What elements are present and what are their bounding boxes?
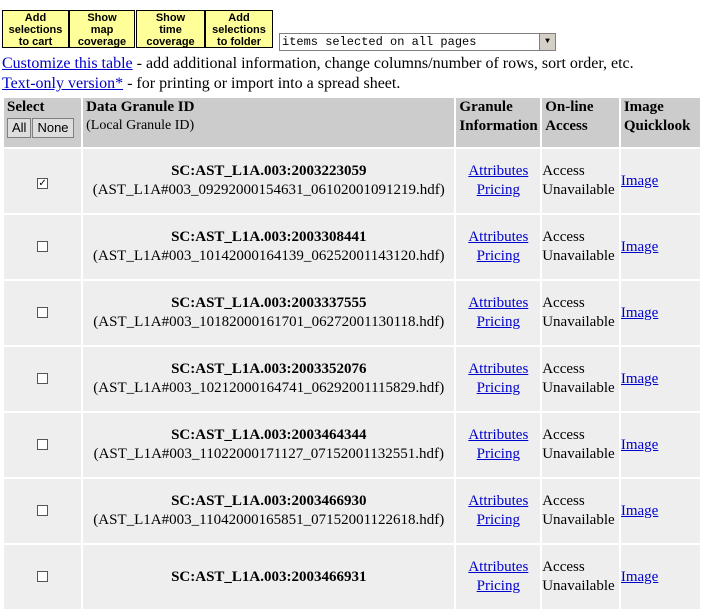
table-row bbox=[4, 347, 700, 411]
image-quicklook-link[interactable]: Image bbox=[620, 436, 659, 453]
online-access-cell bbox=[542, 347, 619, 411]
attributes-link[interactable]: Attributes bbox=[468, 559, 529, 575]
customize-table-link[interactable]: Customize this table bbox=[2, 55, 133, 72]
show-time-coverage-button[interactable] bbox=[136, 10, 205, 48]
online-access-header-label-1: On-line bbox=[545, 99, 594, 115]
attributes-link[interactable]: Attributes bbox=[468, 493, 529, 509]
pricing-link[interactable]: Pricing bbox=[476, 446, 520, 462]
attributes-link[interactable]: Attributes bbox=[468, 229, 529, 245]
pricing-link[interactable]: Pricing bbox=[476, 248, 520, 264]
granule-id-cell bbox=[83, 215, 454, 279]
quicklook-cell bbox=[621, 149, 700, 213]
online-access-cell bbox=[542, 413, 619, 477]
local-granule-id: (AST_L1A#003_11042000165851_07152001122618.hdf) bbox=[93, 512, 445, 528]
customize-line bbox=[2, 55, 634, 73]
selection-scope-select[interactable] bbox=[279, 33, 556, 51]
image-quicklook-link[interactable]: Image bbox=[620, 304, 659, 321]
granule-id: SC:AST_L1A.003:2003308441 bbox=[171, 229, 367, 245]
select-header-label: Select bbox=[7, 99, 45, 115]
granule-info-header-label-1: Granule bbox=[459, 99, 513, 115]
quicklook-cell bbox=[621, 347, 700, 411]
access-status-line-2: Unavailable bbox=[542, 578, 615, 594]
select-cell bbox=[4, 347, 81, 411]
select-cell bbox=[4, 281, 81, 345]
attributes-link[interactable]: Attributes bbox=[468, 361, 529, 377]
pricing-link[interactable]: Pricing bbox=[476, 314, 520, 330]
table-row bbox=[4, 215, 700, 279]
pricing-link[interactable]: Pricing bbox=[476, 512, 520, 528]
granule-info-cell bbox=[456, 347, 540, 411]
image-quicklook-link[interactable]: Image bbox=[620, 370, 659, 387]
access-status-line-2: Unavailable bbox=[542, 314, 615, 330]
local-granule-id: (AST_L1A#003_09292000154631_06102001091219.hdf) bbox=[92, 182, 445, 198]
add-to-cart-button[interactable] bbox=[2, 10, 69, 48]
add-to-folder-label-1: Add bbox=[228, 12, 250, 24]
granule-id-cell bbox=[83, 479, 454, 543]
online-access-cell bbox=[542, 281, 619, 345]
granule-info-header bbox=[456, 98, 540, 147]
granule-table bbox=[2, 96, 702, 611]
pricing-link[interactable]: Pricing bbox=[476, 182, 520, 198]
attributes-link[interactable]: Attributes bbox=[468, 295, 529, 311]
row-select-checkbox[interactable] bbox=[37, 571, 48, 582]
granule-id-header-label: Data Granule ID bbox=[86, 99, 195, 115]
granule-info-cell bbox=[456, 413, 540, 477]
image-quicklook-header bbox=[621, 98, 700, 147]
online-access-cell bbox=[542, 149, 619, 213]
quicklook-cell bbox=[621, 413, 700, 477]
online-access-cell bbox=[542, 215, 619, 279]
add-to-cart-label-3: to cart bbox=[18, 36, 53, 48]
add-to-cart-label-1: Add bbox=[24, 12, 47, 24]
add-to-cart-label-2: selections bbox=[8, 24, 63, 36]
granule-id-cell bbox=[83, 149, 454, 213]
online-access-cell bbox=[542, 545, 619, 609]
row-select-checkbox[interactable] bbox=[37, 241, 48, 252]
add-to-folder-label-2: selections bbox=[212, 24, 266, 36]
granule-id: SC:AST_L1A.003:2003352076 bbox=[171, 361, 367, 377]
attributes-link[interactable]: Attributes bbox=[468, 163, 529, 179]
row-select-checkbox[interactable] bbox=[37, 373, 48, 384]
customize-description: - add additional information, change columns/number of rows, sort order, etc. bbox=[132, 55, 634, 72]
add-to-folder-label-3: to folder bbox=[217, 36, 261, 48]
granule-id-header bbox=[83, 98, 454, 147]
image-quicklook-link[interactable]: Image bbox=[620, 502, 659, 519]
access-status-line-1: Access bbox=[542, 427, 585, 443]
granule-id: SC:AST_L1A.003:2003464344 bbox=[171, 427, 367, 443]
time-coverage-label-1: Show bbox=[155, 12, 186, 24]
text-only-line bbox=[2, 75, 400, 93]
quicklook-cell bbox=[621, 479, 700, 543]
granule-id: SC:AST_L1A.003:2003466931 bbox=[171, 568, 367, 585]
map-coverage-label-2: map bbox=[90, 24, 114, 36]
table-header-row bbox=[4, 98, 700, 147]
granule-info-cell bbox=[456, 545, 540, 609]
row-select-checkbox[interactable]: ✓ bbox=[38, 177, 47, 189]
row-select-checkbox[interactable] bbox=[37, 505, 48, 516]
granule-id: SC:AST_L1A.003:2003223059 bbox=[171, 163, 367, 179]
access-status-line-1: Access bbox=[542, 493, 585, 509]
text-only-version-link[interactable]: Text-only version* bbox=[2, 75, 124, 92]
select-cell bbox=[4, 215, 81, 279]
pricing-link[interactable]: Pricing bbox=[476, 578, 520, 594]
select-cell bbox=[4, 149, 81, 213]
map-coverage-label-1: Show bbox=[87, 12, 117, 24]
chevron-down-icon[interactable]: ▼ bbox=[539, 34, 555, 50]
granule-info-cell bbox=[456, 149, 540, 213]
table-row bbox=[4, 281, 700, 345]
time-coverage-label-3: coverage bbox=[146, 36, 195, 48]
row-select-checkbox[interactable] bbox=[37, 439, 48, 450]
granule-id-cell bbox=[83, 281, 454, 345]
select-cell bbox=[4, 545, 81, 609]
image-quicklook-link[interactable]: Image bbox=[620, 568, 659, 585]
access-status-line-2: Unavailable bbox=[542, 182, 615, 198]
map-coverage-label-3: coverage bbox=[77, 36, 127, 48]
granule-info-header-label-2: Information bbox=[459, 118, 538, 134]
add-to-folder-button[interactable] bbox=[205, 10, 273, 48]
quicklook-header-label-2: Quicklook bbox=[623, 118, 691, 134]
granule-info-cell bbox=[456, 215, 540, 279]
text-only-description: - for printing or import into a spread sheet. bbox=[123, 75, 401, 92]
granule-id-cell bbox=[83, 545, 454, 609]
access-status-line-1: Access bbox=[542, 559, 585, 575]
quicklook-cell bbox=[621, 281, 700, 345]
online-access-header bbox=[542, 98, 619, 147]
select-cell bbox=[4, 413, 81, 477]
granule-id: SC:AST_L1A.003:2003337555 bbox=[171, 295, 367, 311]
attributes-link[interactable]: Attributes bbox=[468, 427, 529, 443]
select-none-button[interactable]: None bbox=[32, 118, 73, 138]
table-row bbox=[4, 149, 700, 213]
image-quicklook-link[interactable]: Image bbox=[620, 172, 659, 189]
access-status-line-1: Access bbox=[542, 163, 585, 179]
access-status-line-2: Unavailable bbox=[542, 248, 615, 264]
row-select-checkbox[interactable] bbox=[37, 307, 48, 318]
local-granule-id: (AST_L1A#003_10212000164741_06292001115829.hdf) bbox=[93, 380, 445, 396]
select-all-button[interactable]: All bbox=[7, 118, 31, 138]
show-map-coverage-button[interactable] bbox=[69, 10, 135, 48]
local-granule-id: (AST_L1A#003_10182000161701_06272001130118.hdf) bbox=[93, 314, 445, 330]
quicklook-cell bbox=[621, 215, 700, 279]
selection-scope-value: items selected on all pages bbox=[282, 35, 477, 49]
online-access-header-label-2: Access bbox=[545, 118, 588, 134]
access-status-line-1: Access bbox=[542, 361, 585, 377]
table-row bbox=[4, 479, 700, 543]
local-granule-id-header-label: (Local Granule ID) bbox=[86, 118, 195, 133]
pricing-link[interactable]: Pricing bbox=[476, 380, 520, 396]
table-row bbox=[4, 413, 700, 477]
access-status-line-2: Unavailable bbox=[542, 512, 615, 528]
access-status-line-1: Access bbox=[542, 229, 585, 245]
image-quicklook-link[interactable]: Image bbox=[620, 238, 659, 255]
local-granule-id: (AST_L1A#003_10142000164139_06252001143120.hdf) bbox=[93, 248, 445, 264]
access-status-line-2: Unavailable bbox=[542, 446, 615, 462]
quicklook-cell bbox=[621, 545, 700, 609]
select-header bbox=[4, 98, 81, 147]
granule-id-cell bbox=[83, 347, 454, 411]
access-status-line-1: Access bbox=[542, 295, 585, 311]
access-status-line-2: Unavailable bbox=[542, 380, 615, 396]
granule-info-cell bbox=[456, 479, 540, 543]
granule-id-cell bbox=[83, 413, 454, 477]
table-row bbox=[4, 545, 700, 609]
granule-id: SC:AST_L1A.003:2003466930 bbox=[171, 493, 367, 509]
select-cell bbox=[4, 479, 81, 543]
quicklook-header-label-1: Image bbox=[623, 99, 664, 115]
online-access-cell bbox=[542, 479, 619, 543]
time-coverage-label-2: time bbox=[159, 24, 182, 36]
local-granule-id: (AST_L1A#003_11022000171127_07152001132551.hdf) bbox=[93, 446, 444, 462]
granule-info-cell bbox=[456, 281, 540, 345]
